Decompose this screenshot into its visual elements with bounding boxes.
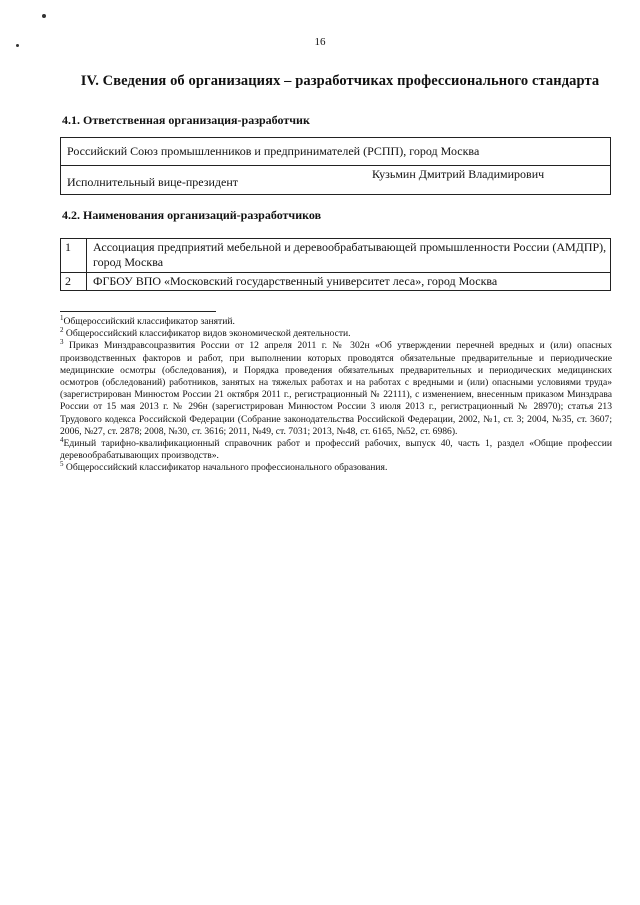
responsible-position: Исполнительный вице-президент <box>67 175 239 189</box>
footnote-separator <box>60 311 216 312</box>
footnote-text: Общероссийский классификатор занятий. <box>63 316 235 327</box>
developer-orgs-heading: 4.2. Наименования организаций-разработчиков <box>62 208 322 222</box>
table-row <box>61 239 610 273</box>
row-number: 2 <box>61 273 87 290</box>
footnote <box>60 462 612 474</box>
footnote <box>60 316 612 328</box>
responsible-person-name: Кузьмин Дмитрий Владимирович <box>372 167 545 181</box>
footnote <box>60 328 612 340</box>
page-number: 16 <box>314 36 326 48</box>
organization-name: Ассоциация предприятий мебельной и деревообрабатывающей промышленности России (АМДПР), город Москва <box>93 240 607 269</box>
developer-orgs-table <box>60 238 611 291</box>
responsible-person-row <box>61 166 610 194</box>
section-title: IV. Сведения об организациях – разработчиках профессионального стандарта <box>80 73 600 89</box>
footnote-mark: 3 <box>60 338 64 347</box>
footnote-text: Общероссийский классификатор видов экономической деятельности. <box>63 328 351 340</box>
footnote <box>60 340 612 438</box>
footnote-text: Общероссийский классификатор начального профессионального образования. <box>63 462 388 474</box>
footnote-text: Приказ Минздравсоцразвития России от 12 апреля 2011 г. № 302н «Об утверждении перечней вредных и (или) опасных производственных факторов и работ, при выполнении которых проводятся обязательные предварительные и периодические медицинские осмотры (обследования), и Порядка проведения обязательных предварительных и периодических медицинских осмотров (обследований) работников, занятых на тяжелых работах и на работах с вредными и (или) опасными условиями труда» (зарегистрирован Минюстом России 21 октября 2011 г., регистрационный № 22111), с изменением, внесенным приказом Минздрава России от 15 мая 2013 г. № 296н (зарегистрирован Минюстом России 3 июля 2013 г., регистрационный № 28970); статья 213 Трудового кодекса Российской Федерации (Собрание законодательства Российской Федерации, 2002, №1, ст. 3; 2004, №35, ст. 3607; 2006, №27, ст. 2878; 2008, №30, ст. 3616; 2011, №49, ст. 7031; 2013, №48, ст. 6165, №52, ст. 6986). <box>60 340 612 437</box>
footnote-text: Единый тарифно-квалификационный справочник работ и профессий рабочих, выпуск 40, часть 1, раздел «Общие профессии деревообрабатывающих производств». <box>60 438 612 462</box>
organization-name: ФГБОУ ВПО «Московский государственный университет леса», город Москва <box>93 274 498 288</box>
footnote-mark: 5 <box>60 460 64 469</box>
footnote <box>60 438 612 462</box>
responsible-org-name: Российский Союз промышленников и предпринимателей (РСПП), город Москва <box>61 138 610 166</box>
responsible-org-table <box>60 137 611 195</box>
responsible-org-heading: 4.1. Ответственная организация-разработчик <box>62 113 310 127</box>
footnote-mark: 4 <box>60 436 64 445</box>
table-row <box>61 273 610 290</box>
row-number: 1 <box>61 239 87 272</box>
scan-speck <box>42 14 46 18</box>
footnote-mark: 2 <box>60 326 64 335</box>
footnote-mark: 1 <box>60 314 64 322</box>
footnotes <box>60 316 612 475</box>
